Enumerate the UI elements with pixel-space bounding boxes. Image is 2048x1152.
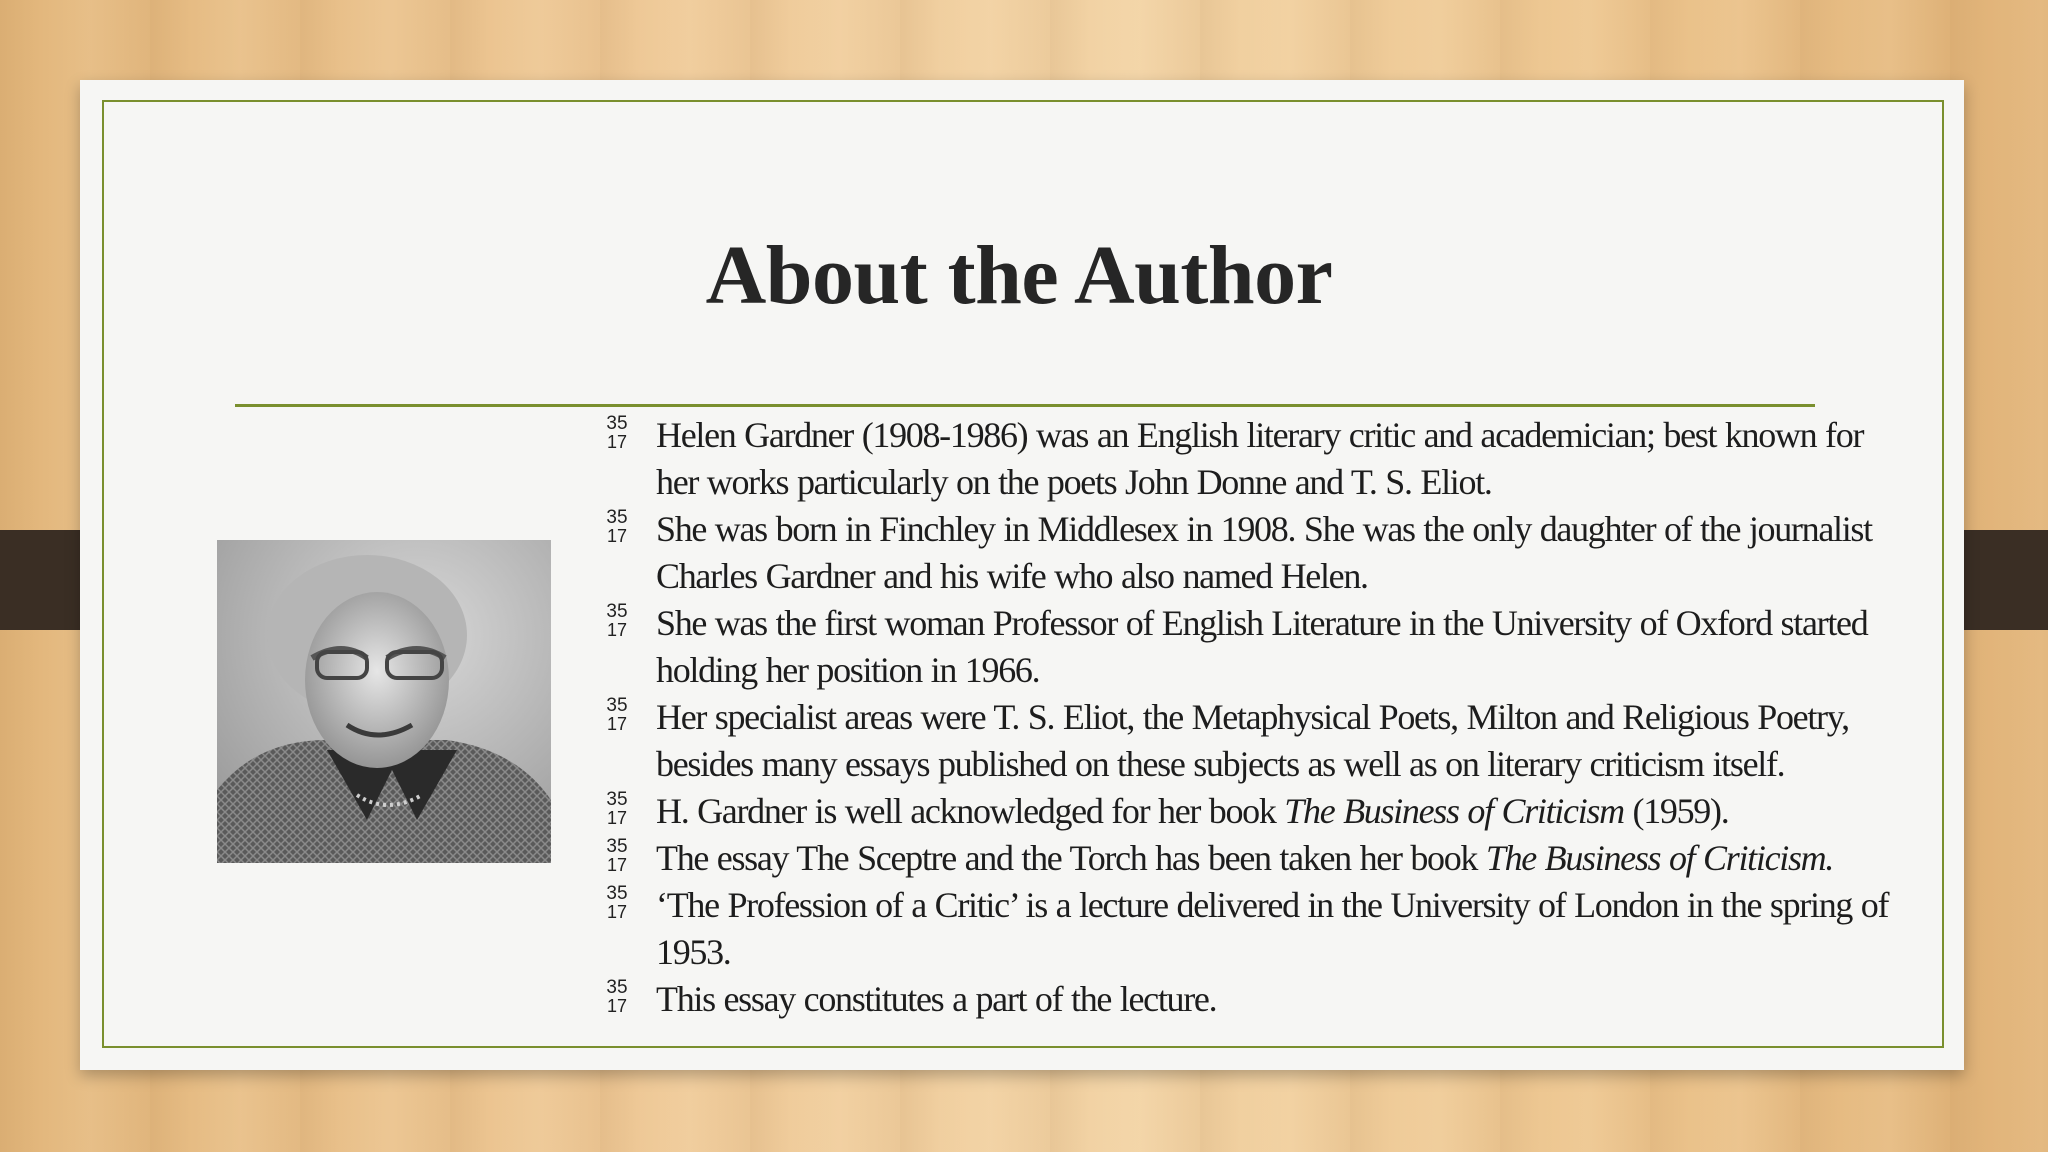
list-item [600, 882, 1900, 976]
bullet-marker: 35 17 [606, 883, 628, 922]
bullet-marker: 35 17 [606, 977, 628, 1016]
list-item [600, 835, 1900, 882]
bullet-marker: 35 17 [606, 695, 628, 734]
bullet-list [600, 412, 1900, 1023]
bullet-text: Helen Gardner (1908-1986) was an English literary critic and academician; best known for her works particularly on the poets John Donne and T. S. Eliot. [656, 415, 1864, 502]
title-divider [235, 404, 1815, 407]
bullet-marker: 35 17 [606, 789, 628, 828]
bullet-text: Her specialist areas were T. S. Eliot, the Metaphysical Poets, Milton and Religious Poetry, besides many essays published on these subjects as well as on literary criticism itself. [656, 697, 1849, 784]
bullet-text: She was the first woman Professor of English Literature in the University of Oxford started holding her position in 1966. [656, 603, 1868, 690]
book-title: The Business of Criticism. [1485, 838, 1834, 878]
list-item [600, 506, 1900, 600]
book-title: The Business of Criticism [1284, 791, 1624, 831]
slide-title: About the Author [705, 229, 1333, 322]
bullet-text: H. Gardner is well acknowledged for her book The Business of Criticism (1959). [656, 791, 1729, 831]
bullet-marker: 35 17 [606, 507, 628, 546]
author-portrait-icon [217, 540, 551, 863]
bullet-text: ‘The Profession of a Critic’ is a lecture delivered in the University of London in the spring of 1953. [656, 885, 1889, 972]
list-item [600, 788, 1900, 835]
bullet-marker: 35 17 [606, 413, 628, 452]
bullet-text: The essay The Sceptre and the Torch has been taken her book The Business of Criticism. [656, 838, 1834, 878]
list-item [600, 412, 1900, 506]
list-item [600, 694, 1900, 788]
author-photo [217, 540, 551, 863]
bullet-text: This essay constitutes a part of the lecture. [656, 979, 1217, 1019]
list-item [600, 976, 1900, 1023]
bullet-marker: 35 17 [606, 836, 628, 875]
bullet-text: She was born in Finchley in Middlesex in 1908. She was the only daughter of the journalist Charles Gardner and his wife who also named Helen. [656, 509, 1872, 596]
bullet-marker: 35 17 [606, 601, 628, 640]
list-item [600, 600, 1900, 694]
